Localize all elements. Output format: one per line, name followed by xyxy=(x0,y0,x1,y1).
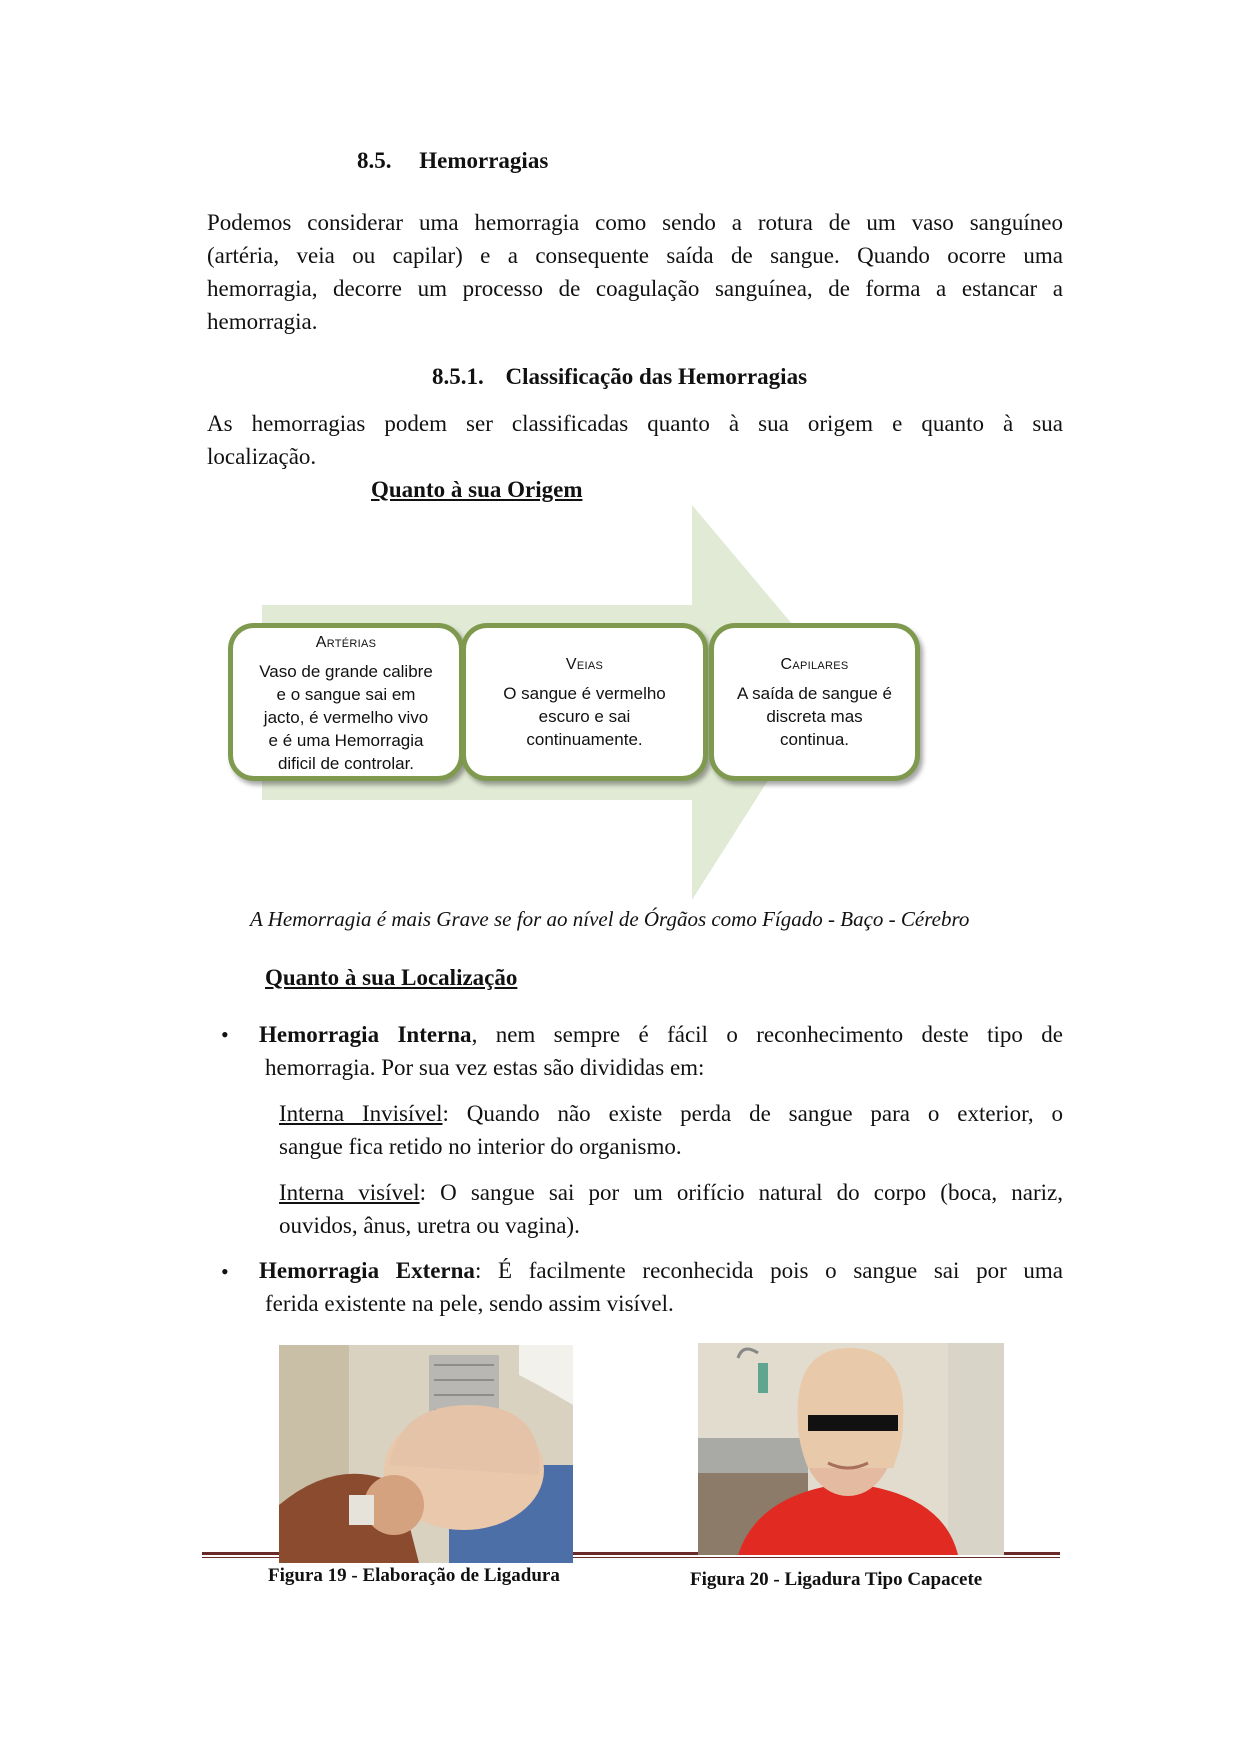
internal-line2: hemorragia. Por sua vez estas são divididas em: xyxy=(265,1055,705,1080)
invisible-line2: sangue fica retido no interior do organismo. xyxy=(279,1134,682,1159)
intro-line: hemorragia, decorre um processo de coagulação sanguínea, de forma a estancar a xyxy=(207,276,1063,301)
figure-20-caption: Figura 20 - Ligadura Tipo Capacete xyxy=(690,1569,983,1590)
veins-line: escuro e sai xyxy=(538,707,631,726)
severity-note: A Hemorragia é mais Grave se for ao nível de Órgãos como Fígado - Baço - Cérebro xyxy=(250,907,970,931)
arteries-line: Vaso de grande calibre xyxy=(259,662,433,681)
external-item xyxy=(259,1254,1063,1320)
internal-invisible xyxy=(279,1097,1063,1163)
visible-term: Interna visível xyxy=(279,1180,420,1205)
subsection-heading xyxy=(432,364,807,390)
visible-text: : O sangue sai por um orifício natural do corpo (boca, nariz, xyxy=(419,1180,1063,1205)
capillaries-line: continua. xyxy=(780,730,849,749)
veins-title: Veias xyxy=(565,656,604,673)
external-text: : É facilmente reconhecida pois o sangue sai por uma xyxy=(474,1258,1063,1283)
invisible-text: : Quando não existe perda de sangue para o exterior, o xyxy=(442,1101,1063,1126)
subsection-title: Classificação das Hemorragias xyxy=(505,364,808,389)
arteries-box xyxy=(228,623,464,781)
bullet-dot: • xyxy=(221,1022,229,1047)
helmet-bandage-illustration xyxy=(698,1343,1004,1555)
arteries-title: Artérias xyxy=(315,634,377,651)
invisible-term: Interna Invisível xyxy=(279,1101,443,1126)
capillaries-line: discreta mas xyxy=(766,707,863,726)
internal-term: Hemorragia Interna xyxy=(259,1022,472,1047)
figure-20-photo xyxy=(698,1343,1004,1555)
section-heading xyxy=(357,148,548,174)
subsection-number: 8.5.1. xyxy=(432,364,484,389)
location-heading: Quanto à sua Localização xyxy=(265,965,518,990)
external-term: Hemorragia Externa xyxy=(259,1258,475,1283)
section-number: 8.5. xyxy=(357,148,392,173)
section-title: Hemorragias xyxy=(419,148,549,173)
intro-paragraph xyxy=(207,206,1063,338)
external-line2: ferida existente na pele, sendo assim visível. xyxy=(265,1291,674,1316)
arteries-line: e o sangue sai em xyxy=(276,685,416,704)
figure-19-caption: Figura 19 - Elaboração de Ligadura xyxy=(268,1565,560,1586)
capillaries-description xyxy=(714,682,915,751)
origin-diagram xyxy=(225,505,935,900)
origin-heading: Quanto à sua Origem xyxy=(371,477,583,502)
intro-line: (artéria, veia ou capilar) e a consequente saída de sangue. Quando ocorre uma xyxy=(207,243,1063,268)
arteries-line: jacto, é vermelho vivo xyxy=(263,708,429,727)
classification-paragraph xyxy=(207,407,1063,473)
bandaging-illustration xyxy=(279,1345,573,1563)
capillaries-line: A saída de sangue é xyxy=(736,684,893,703)
internal-text: , nem sempre é fácil o reconhecimento deste tipo de xyxy=(471,1022,1063,1047)
visible-line2: ouvidos, ânus, uretra ou vagina). xyxy=(279,1213,580,1238)
arteries-line: dificil de controlar. xyxy=(277,754,415,773)
capillaries-title: Capilares xyxy=(780,656,849,673)
external-line1 xyxy=(259,1254,1063,1287)
veins-description xyxy=(466,682,703,751)
veins-line: O sangue é vermelho xyxy=(503,684,666,703)
arteries-description xyxy=(233,660,459,775)
classification-line: localização. xyxy=(207,444,317,469)
internal-item xyxy=(259,1018,1063,1084)
arteries-line: e é uma Hemorragia xyxy=(268,731,424,750)
internal-visible xyxy=(279,1176,1063,1242)
intro-line: Podemos considerar uma hemorragia como sendo a rotura de um vaso sanguíneo xyxy=(207,210,1063,235)
intro-line: hemorragia. xyxy=(207,309,318,334)
invisible-line1 xyxy=(279,1097,1063,1130)
veins-box xyxy=(461,623,708,781)
bullet-dot: • xyxy=(221,1259,229,1284)
internal-line1 xyxy=(259,1018,1063,1051)
classification-line: As hemorragias podem ser classificadas quanto à sua origem e quanto à sua xyxy=(207,411,1063,436)
veins-line: continuamente. xyxy=(526,730,643,749)
capillaries-box xyxy=(709,623,920,781)
figure-19-photo xyxy=(279,1345,573,1563)
visible-line1 xyxy=(279,1176,1063,1209)
